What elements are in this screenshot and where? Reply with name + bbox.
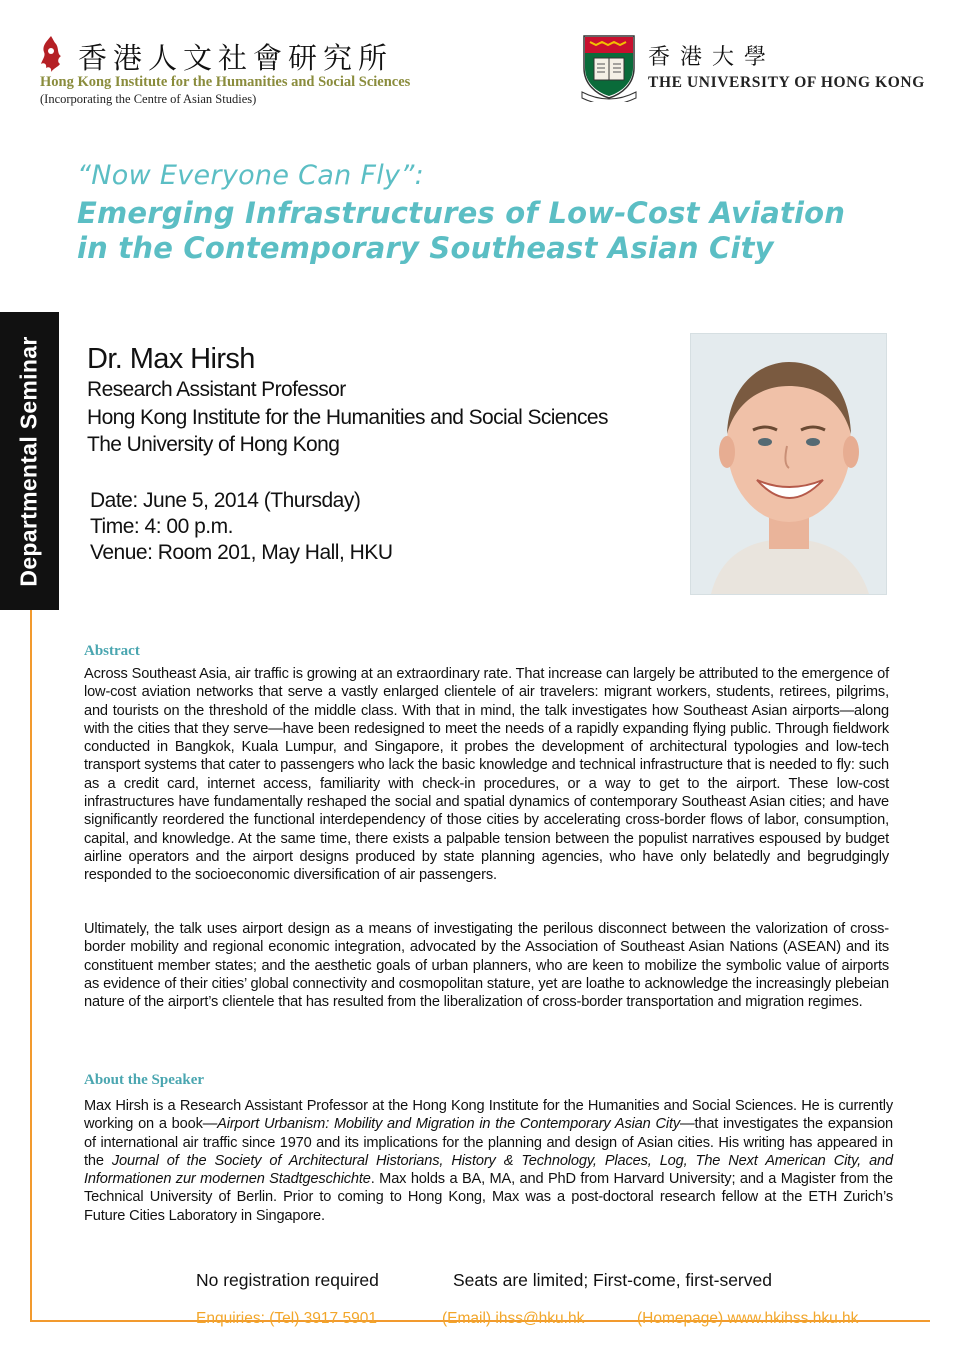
speaker-portrait-icon xyxy=(691,334,886,594)
title-line-1: “Now Everyone Can Fly”: xyxy=(77,160,425,191)
enquiries-tel: Enquiries: (Tel) 3917 5901 xyxy=(196,1310,377,1327)
university-name-chinese: 香港大學 xyxy=(648,45,777,70)
hkihss-seal-icon xyxy=(38,34,64,74)
side-tab-label: Departmental Seminar xyxy=(16,335,43,587)
orange-divider-vertical xyxy=(30,610,32,1322)
hku-crest-icon xyxy=(578,32,640,102)
university-name-english: THE UNIVERSITY OF HONG KONG xyxy=(648,74,925,91)
speaker-photo xyxy=(690,333,887,595)
event-venue: Venue: Room 201, May Hall, HKU xyxy=(90,541,393,564)
speaker-university: The University of Hong Kong xyxy=(87,433,340,456)
about-journals: Journal of the Society of Architectural Historians, History & Technology, Places, Log, The Next American City, and Informationen zur modernen Stadtgeschichte xyxy=(84,1152,893,1188)
registration-note: No registration required xyxy=(196,1270,379,1290)
about-speaker-paragraph xyxy=(84,1097,893,1225)
about-text-3: . Max holds a BA, MA, and PhD from Harvard University; and a Magister from the Technical University of Berlin. Prior to coming to Hong Kong, Max was a post-doctoral research fellow at the ETH Zurich’s Future Cities Laboratory in Singapore. xyxy=(84,1171,893,1224)
about-text-2: —that investigates the expansion of international air traffic since 1970 and its implications for the planning and design of Asian cities. His writing has appeared in the xyxy=(84,1116,894,1169)
abstract-paragraph-2: Ultimately, the talk uses airport design as a means of investigating the perilous disconnect between the valorization of cross-border mobility and regional economic integration, advocated by the Association of Southeast Asian Nations (ASEAN) and its constituent member states; and the aesthetic goals of urban planners, who are keen to mobilize the symbolic value of airports as evidence of their cities’ global connectivity and cosmopolitan stature, yet are loathe to acknowledge the increasingly plebeian nature of the airport’s clientele that has resulted from the liberalization of cross-border transportation and migration regimes. xyxy=(84,921,889,1011)
speaker-institute: Hong Kong Institute for the Humanities and Social Sciences xyxy=(87,405,608,429)
enquiries-email[interactable]: (Email) ihss@hku.hk xyxy=(442,1310,585,1327)
about-speaker-heading: About the Speaker xyxy=(84,1072,205,1088)
about-book-title: Airport Urbanism: Mobility and Migration in the Contemporary Asian City xyxy=(217,1116,680,1133)
event-time: Time: 4: 00 p.m. xyxy=(90,515,233,538)
event-details xyxy=(90,488,392,566)
about-text-1: Max Hirsh is a Research Assistant Professor at the Hong Kong Institute for the Humanities and Social Sciences. He is currently working on a book— xyxy=(84,1098,893,1133)
enquiries-homepage[interactable]: (Homepage) www.hkihss.hku.hk xyxy=(637,1310,859,1327)
title-line-3: in the Contemporary Southeast Asian City xyxy=(77,231,774,265)
departmental-seminar-tab xyxy=(0,312,59,610)
seminar-title xyxy=(77,156,845,266)
hkihss-logo xyxy=(38,34,478,110)
title-line-2: Emerging Infrastructures of Low-Cost Aviation xyxy=(77,196,846,230)
event-date: Date: June 5, 2014 (Thursday) xyxy=(90,489,361,512)
speaker-info xyxy=(87,342,608,459)
abstract-heading: Abstract xyxy=(84,643,140,659)
seats-note: Seats are limited; First-come, first-served xyxy=(453,1270,772,1290)
institute-subtitle: (Incorporating the Centre of Asian Studies) xyxy=(40,92,257,106)
speaker-position: Research Assistant Professor xyxy=(87,378,346,401)
institute-name-english: Hong Kong Institute for the Humanities and Social Sciences xyxy=(40,74,411,90)
institute-name-chinese: 香港人文社會研究所 xyxy=(78,41,394,75)
speaker-name: Dr. Max Hirsh xyxy=(87,343,255,375)
abstract-paragraph-1: Across Southeast Asia, air traffic is growing at an extraordinary rate. That increase can largely be attributed to the emergence of low-cost aviation networks that serve a vastly enlarged clientele of air travelers: migrant workers, students, retirees, pilgrims, and tourists on the threshold of the middle class. With that in mind, the talk investigates how Southeast Asian airports—along with the cities that they serve—have been redesigned to meet the needs of a rapidly expanding flying public. Through fieldwork conducted in Bangkok, Kuala Lumpur, and Singapore, it probes the development of architectural typologies and low-tech transport systems that cater to passengers who lack the basic knowledge and technical infrastructure that is needed to fly: such as a credit card, internet access, familiarity with check-in procedures, or a way to get to the airport. These low-cost infrastructures have fundamentally reshaped the social and spatial dynamics of contemporary Southeast Asian cities; and have significantly reordered the functional interdependency of those cities by accelerating cross-border flows of labor, consumption, capital, and knowledge. At the same time, there exists a palpable tension between the populist narratives espoused by budget airline operators and the airport designs produced by state planning agencies, who have only belatedly and begrudgingly responded to the socioeconomic diversification of air passengers. xyxy=(84,666,889,884)
hku-logo xyxy=(578,32,938,104)
